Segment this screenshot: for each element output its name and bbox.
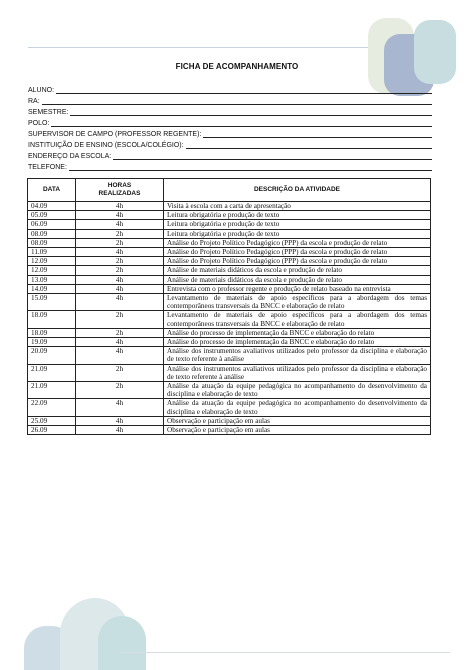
field-label: RA: — [28, 98, 40, 105]
table-row — [28, 364, 431, 381]
row-description: Análise do Projeto Político Pedagógico (PPP) da escola e produção de relato — [164, 238, 431, 247]
row-hours: 4h — [76, 202, 164, 211]
row-description: Análise do processo de implementação da BNCC e elaboração do relato — [164, 328, 431, 337]
field-endereco[interactable] — [28, 150, 432, 161]
field-polo[interactable] — [28, 117, 432, 128]
row-description: Observação e participação em aulas — [164, 426, 431, 435]
field-label: SEMESTRE: — [28, 109, 69, 116]
activity-table — [27, 178, 431, 435]
table-row — [28, 294, 431, 311]
field-aluno[interactable] — [28, 84, 432, 95]
row-hours: 4h — [76, 284, 164, 293]
field-line[interactable] — [186, 148, 432, 149]
row-hours: 2h — [76, 382, 164, 399]
field-supervisor[interactable] — [28, 128, 432, 139]
row-date: 19.09 — [28, 338, 76, 347]
table-row — [28, 338, 431, 347]
table-row — [28, 347, 431, 364]
header-hours — [76, 179, 164, 202]
row-hours: 4h — [76, 426, 164, 435]
table-body — [28, 202, 431, 435]
row-hours: 4h — [76, 399, 164, 416]
row-hours: 2h — [76, 238, 164, 247]
table-row — [28, 399, 431, 416]
field-label: POLO: — [28, 120, 50, 127]
table-row — [28, 328, 431, 337]
row-date: 18.09 — [28, 311, 76, 328]
field-line[interactable] — [203, 137, 432, 138]
row-date: 08.09 — [28, 229, 76, 238]
row-date: 26.09 — [28, 426, 76, 435]
field-label: ALUNO: — [28, 87, 55, 94]
header-date: DATA — [28, 179, 76, 202]
row-hours: 4h — [76, 338, 164, 347]
row-hours: 4h — [76, 294, 164, 311]
row-date: 12.09 — [28, 257, 76, 266]
form-fields — [28, 84, 432, 172]
row-date: 21.09 — [28, 382, 76, 399]
row-date: 06.09 — [28, 220, 76, 229]
row-date: 12.09 — [28, 266, 76, 275]
table-row — [28, 238, 431, 247]
field-label: INSTITUIÇÃO DE ENSINO (ESCOLA/COLÉGIO): — [28, 142, 184, 149]
row-description: Análise do Projeto Político Pedagógico (PPP) da escola e produção de relato — [164, 248, 431, 257]
table-row — [28, 275, 431, 284]
row-date: 22.09 — [28, 399, 76, 416]
field-semestre[interactable] — [28, 106, 432, 117]
table-row — [28, 284, 431, 293]
field-line[interactable] — [51, 126, 432, 127]
row-hours: 4h — [76, 211, 164, 220]
table-row — [28, 211, 431, 220]
row-description: Observação e participação em aulas — [164, 416, 431, 425]
table-row — [28, 311, 431, 328]
row-hours: 4h — [76, 347, 164, 364]
table-row — [28, 202, 431, 211]
row-hours: 4h — [76, 220, 164, 229]
row-date: 14.09 — [28, 284, 76, 293]
header-description: DESCRIÇÃO DA ATIVIDADE — [164, 179, 431, 202]
decor-shape — [98, 616, 146, 670]
field-line[interactable] — [113, 159, 432, 160]
row-date: 11.09 — [28, 248, 76, 257]
field-telefone[interactable] — [28, 161, 432, 172]
row-date: 08.09 — [28, 238, 76, 247]
table-row — [28, 266, 431, 275]
field-label: ENDEREÇO DA ESCOLA: — [28, 153, 112, 160]
table-row — [28, 416, 431, 425]
row-hours: 2h — [76, 257, 164, 266]
row-description: Análise da atuação da equipe pedagógica no acompanhamento do desenvolvimento da disciplina e elaboração de texto — [164, 399, 431, 416]
row-description: Análise dos instrumentos avaliativos utilizados pelo professor da disciplina e elaboração de texto referente à análise — [164, 364, 431, 381]
row-date: 21.09 — [28, 364, 76, 381]
row-description: Análise de materiais didáticos da escola e produção de relato — [164, 266, 431, 275]
row-date: 20.09 — [28, 347, 76, 364]
row-date: 25.09 — [28, 416, 76, 425]
row-hours: 2h — [76, 328, 164, 337]
table-row — [28, 382, 431, 399]
row-hours: 4h — [76, 248, 164, 257]
table-row — [28, 220, 431, 229]
row-hours: 2h — [76, 266, 164, 275]
table-row — [28, 257, 431, 266]
row-description: Análise de materiais didáticos da escola e produção de relato — [164, 275, 431, 284]
row-description: Leitura obrigatória e produção de texto — [164, 211, 431, 220]
row-description: Análise do Projeto Político Pedagógico (PPP) da escola e produção de relato — [164, 257, 431, 266]
field-label: SUPERVISOR DE CAMPO (PROFESSOR REGENTE): — [28, 131, 202, 138]
header-rule — [28, 47, 388, 48]
field-line[interactable] — [42, 104, 432, 105]
row-description: Leitura obrigatória e produção de texto — [164, 229, 431, 238]
field-line[interactable] — [56, 93, 432, 94]
field-line[interactable] — [70, 115, 432, 116]
decor-shape — [414, 20, 456, 84]
row-hours: 4h — [76, 275, 164, 284]
row-description: Análise da atuação da equipe pedagógica no acompanhamento do desenvolvimento da disciplina e elaboração de texto — [164, 382, 431, 399]
field-line[interactable] — [69, 170, 432, 171]
field-label: TELEFONE: — [28, 164, 67, 171]
row-description: Levantamento de materiais de apoio específicos para a abordagem dos temas contemporâneos transversais da BNCC e elaboração de relato — [164, 294, 431, 311]
row-date: 04.09 — [28, 202, 76, 211]
row-hours: 4h — [76, 416, 164, 425]
page-title: FICHA DE ACOMPANHAMENTO — [175, 62, 299, 71]
footer-rule — [120, 652, 450, 653]
row-date: 05.09 — [28, 211, 76, 220]
row-date: 18.09 — [28, 328, 76, 337]
row-date: 15.09 — [28, 294, 76, 311]
row-description: Entrevista com o professor regente e produção de relato baseado na entrevista — [164, 284, 431, 293]
row-hours: 2h — [76, 229, 164, 238]
field-ra[interactable] — [28, 95, 432, 106]
header-hours-line1: HORAS — [107, 182, 132, 189]
row-hours: 2h — [76, 311, 164, 328]
table-header-row — [28, 179, 431, 202]
row-description: Leitura obrigatória e produção de texto — [164, 220, 431, 229]
header-hours-line2: REALIZADAS — [98, 190, 141, 197]
row-description: Análise dos instrumentos avaliativos utilizados pelo professor da disciplina e elaboração de texto referente à análise — [164, 347, 431, 364]
row-description: Levantamento de materiais de apoio específicos para a abordagem dos temas contemporâneos transversais da BNCC e elaboração de relato — [164, 311, 431, 328]
table-row — [28, 229, 431, 238]
table-row — [28, 248, 431, 257]
table-row — [28, 426, 431, 435]
row-description: Visita à escola com a carta de apresentação — [164, 202, 431, 211]
row-hours: 2h — [76, 364, 164, 381]
field-instituicao[interactable] — [28, 139, 432, 150]
row-date: 13.09 — [28, 275, 76, 284]
row-description: Análise do processo de implementação da BNCC e elaboração do relato — [164, 338, 431, 347]
